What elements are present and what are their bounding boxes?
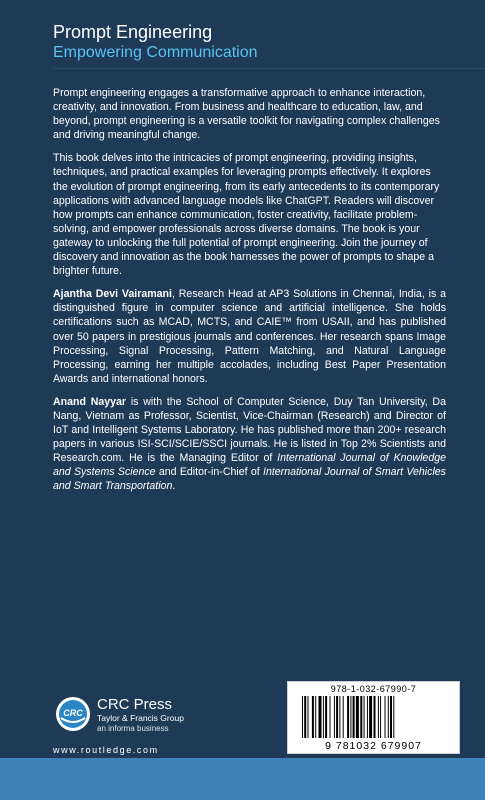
barcode-bar <box>304 696 306 738</box>
blurb <box>53 86 446 503</box>
author1-bio-text: , Research Head at AP3 Solutions in Chennai, India, is a distinguished figure in computer science and artificial intelligence. She holds certifications such as MCAD, MCTS, and CAIE™ from USAII, and has published over 50 papers in prestigious journals and conferences. Her research spans Image Processing, Signal Processing, Pattern Matching, and Natural Language Processing, earning her multiple accolades, including Best Paper Presentation Awards and international honors. <box>53 288 446 385</box>
barcode-bar <box>364 696 365 738</box>
author2-bio-text-b: and Editor-in-Chief of <box>155 466 263 479</box>
barcode-bar <box>360 696 362 738</box>
author2-bio-text-c: . <box>172 480 176 493</box>
isbn-top-text: 978-1-032-67990-7 <box>330 684 417 694</box>
barcode-bar <box>302 696 303 738</box>
barcode-bar <box>334 696 335 738</box>
author2-journal-2: International Journal of Smart Vehicles and Smart Transportation <box>53 466 446 493</box>
book-subtitle: Empowering Communication <box>53 44 258 61</box>
logo-text: CRC <box>63 708 83 718</box>
barcode-bar <box>390 696 392 738</box>
author2-journal-1: International Journal of Knowledge and Systems Science <box>53 452 446 479</box>
book-title: Prompt Engineering <box>53 22 213 42</box>
footer-band <box>0 758 485 800</box>
barcode-bar <box>323 696 324 738</box>
barcode-bar <box>388 696 389 738</box>
isbn-barcode <box>287 681 460 754</box>
publisher-info <box>97 697 184 734</box>
barcode-bar <box>356 696 359 738</box>
barcode-bar <box>347 696 349 738</box>
barcode-bar <box>339 696 340 738</box>
blurb-paragraph-1: Prompt engineering engages a transformative approach to enhance interaction, creativity, and innovation. From business and healthcare to education, law, and beyond, prompt engineering is a versatile toolkit for navigating complex challenges and driving meaningful change. <box>53 87 440 142</box>
barcode-bar <box>319 696 322 738</box>
barcode-bar <box>393 696 394 738</box>
publisher-group: Taylor & Francis Group <box>97 713 184 723</box>
barcode-bar <box>369 696 372 738</box>
barcode-bar <box>378 696 379 738</box>
publisher-website: www.routledge.com <box>53 745 159 755</box>
barcode-bar <box>330 696 331 738</box>
barcode-bar <box>308 696 309 738</box>
barcode-bar <box>350 696 351 738</box>
barcode-bar <box>380 696 381 738</box>
barcode-bar <box>374 696 376 738</box>
author1-name: Ajantha Devi Vairamani <box>53 288 172 301</box>
crc-press-logo-icon <box>55 696 91 732</box>
title-block <box>53 22 465 63</box>
barcode-bar <box>312 696 314 738</box>
author2-bio <box>53 395 446 494</box>
barcode-bar <box>353 696 355 738</box>
barcode-bar <box>325 696 327 738</box>
isbn-bottom-text: 9 781032 679907 <box>325 740 422 752</box>
publisher-informa: an informa business <box>97 724 169 733</box>
barcode-bar <box>315 696 316 738</box>
barcode-bar <box>385 696 386 738</box>
header-divider <box>53 68 485 69</box>
barcode-bar <box>336 696 338 738</box>
blurb-paragraph-2: This book delves into the intricacies of prompt engineering, providing insights, techniques, and practical examples for leveraging prompts effectively. It explores the evolution of prompt engineering, from its early antecedents to its contemporary applications with advanced language models like ChatGPT. Readers will discover how prompts can enhance communication, foster creativity, facilitate problem-solving, and empower professionals across diverse domains. The book is your gateway to unlocking the full potential of prompt engineering. Join the journey of discovery and innovation as the book harnesses the power of prompts to shape a brighter future. <box>53 152 440 278</box>
barcode-bar <box>367 696 368 738</box>
author1-bio <box>53 287 446 386</box>
author2-name: Anand Nayyar <box>53 395 127 408</box>
barcode-bar <box>343 696 344 738</box>
publisher-name: CRC Press <box>97 696 173 713</box>
author2-bio-text-a: is with the School of Computer Science, Duy Tan University, Da Nang, Vietnam as Professor, Scientist, Vice-Chairman (Research) and Director of IoT and Intelligent Systems Laboratory. He has published more than 200+ research papers in various ISI-SCI/SCIE/SSCI journals. He is listed in Top 2% Scientists and Research.com. He is the Managing Editor of <box>53 395 446 465</box>
barcode-bars-icon <box>300 696 450 738</box>
